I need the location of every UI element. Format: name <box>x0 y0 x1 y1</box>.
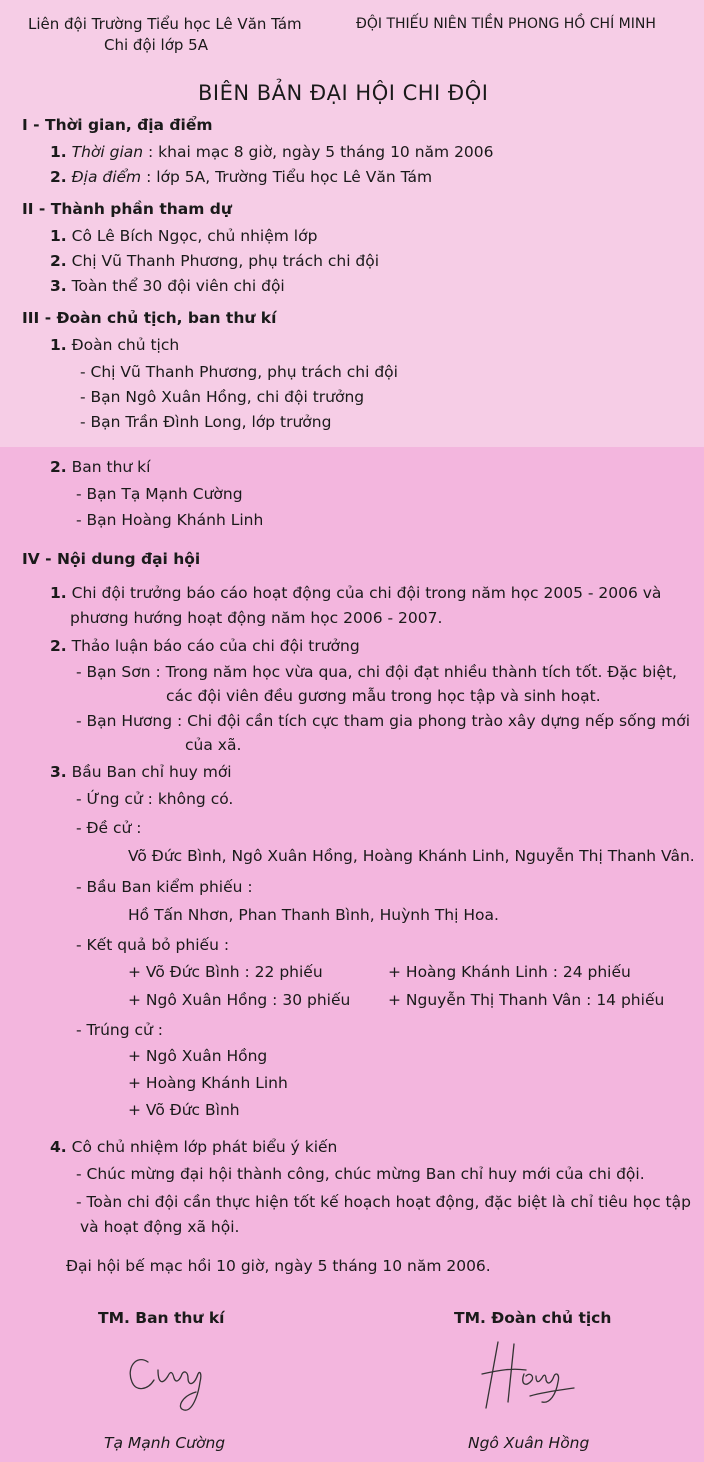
list-item: - Trúng cử : <box>76 1021 163 1039</box>
vote-result: + Nguyễn Thị Thanh Vân : 14 phiếu <box>388 991 665 1009</box>
right-signature-icon <box>470 1334 580 1414</box>
header-union: ĐỘI THIẾU NIÊN TIỀN PHONG HỒ CHÍ MINH <box>356 16 656 32</box>
list-item: - Bạn Trần Đình Long, lớp trưởng <box>80 413 332 431</box>
list-item-continuation: của xã. <box>185 736 242 754</box>
list-item-continuation: và hoạt động xã hội. <box>80 1218 240 1236</box>
list-item: - Bạn Tạ Mạnh Cường <box>76 485 243 503</box>
list-item: - Bầu Ban kiểm phiếu : <box>76 878 253 896</box>
list-item: - Bạn Hoàng Khánh Linh <box>76 511 264 529</box>
right-signer-name: Ngô Xuân Hồng <box>468 1434 590 1452</box>
vote-result: + Võ Đức Bình : 22 phiếu <box>128 963 323 981</box>
vote-counters: Hồ Tấn Nhơn, Phan Thanh Bình, Huỳnh Thị Hoa. <box>128 906 499 924</box>
list-item: 3. Bầu Ban chỉ huy mới <box>50 763 232 781</box>
elected-member: + Ngô Xuân Hồng <box>128 1047 268 1065</box>
list-item: - Bạn Sơn : Trong năm học vừa qua, chi đội đạt nhiều thành tích tốt. Đặc biệt, <box>76 663 677 681</box>
left-signer-name: Tạ Mạnh Cường <box>104 1434 226 1452</box>
list-item: - Đề cử : <box>76 819 142 837</box>
list-item: - Bạn Hương : Chi đội cần tích cực tham gia phong trào xây dựng nếp sống mới <box>76 712 691 730</box>
left-signature-icon <box>118 1340 218 1420</box>
vote-result: + Ngô Xuân Hồng : 30 phiếu <box>128 991 351 1009</box>
list-item-continuation: phương hướng hoạt động năm học 2006 - 2007. <box>70 609 443 627</box>
elected-member: + Võ Đức Bình <box>128 1101 240 1119</box>
section-4-heading: IV - Nội dung đại hội <box>22 550 201 568</box>
list-item: - Toàn chi đội cần thực hiện tốt kế hoạch hoạt động, đặc biệt là chỉ tiêu học tập <box>76 1193 691 1211</box>
left-signer-title: TM. Ban thư kí <box>98 1309 225 1327</box>
list-item: 2. Địa điểm : lớp 5A, Trường Tiểu học Lê Văn Tám <box>50 168 433 186</box>
vote-result: + Hoàng Khánh Linh : 24 phiếu <box>388 963 631 981</box>
document-title: BIÊN BẢN ĐẠI HỘI CHI ĐỘI <box>198 81 489 105</box>
list-item: 3. Toàn thể 30 đội viên chi đội <box>50 277 285 295</box>
list-item: 2. Thảo luận báo cáo của chi đội trưởng <box>50 637 360 655</box>
section-2-heading: II - Thành phần tham dự <box>22 200 232 218</box>
header-org: Liên đội Trường Tiểu học Lê Văn Tám <box>28 15 302 33</box>
list-item: 1. Chi đội trưởng báo cáo hoạt động của chi đội trong năm học 2005 - 2006 và <box>50 584 662 602</box>
right-signer-title: TM. Đoàn chủ tịch <box>454 1309 612 1327</box>
section-1-heading: I - Thời gian, địa điểm <box>22 116 213 134</box>
list-item: 1. Thời gian : khai mạc 8 giờ, ngày 5 tháng 10 năm 2006 <box>50 143 494 161</box>
list-item: 1. Cô Lê Bích Ngọc, chủ nhiệm lớp <box>50 227 318 245</box>
list-item: 2. Ban thư kí <box>50 458 151 476</box>
nominees: Võ Đức Bình, Ngô Xuân Hồng, Hoàng Khánh Linh, Nguyễn Thị Thanh Vân. <box>128 847 695 865</box>
list-item: - Bạn Ngô Xuân Hồng, chi đội trưởng <box>80 388 365 406</box>
list-item: 4. Cô chủ nhiệm lớp phát biểu ý kiến <box>50 1138 338 1156</box>
section-3-heading: III - Đoàn chủ tịch, ban thư kí <box>22 309 277 327</box>
list-item-continuation: các đội viên đều gương mẫu trong học tập và sinh hoạt. <box>166 687 601 705</box>
header-class: Chi đội lớp 5A <box>104 36 208 54</box>
list-item: - Chúc mừng đại hội thành công, chúc mừng Ban chỉ huy mới của chi đội. <box>76 1165 645 1183</box>
list-item: 1. Đoàn chủ tịch <box>50 336 180 354</box>
list-item: - Ứng cử : không có. <box>76 790 234 808</box>
list-item: - Kết quả bỏ phiếu : <box>76 936 230 954</box>
list-item: 2. Chị Vũ Thanh Phương, phụ trách chi đội <box>50 252 380 270</box>
elected-member: + Hoàng Khánh Linh <box>128 1074 288 1092</box>
list-item: - Chị Vũ Thanh Phương, phụ trách chi đội <box>80 363 398 381</box>
closing-statement: Đại hội bế mạc hồi 10 giờ, ngày 5 tháng 10 năm 2006. <box>66 1257 491 1275</box>
